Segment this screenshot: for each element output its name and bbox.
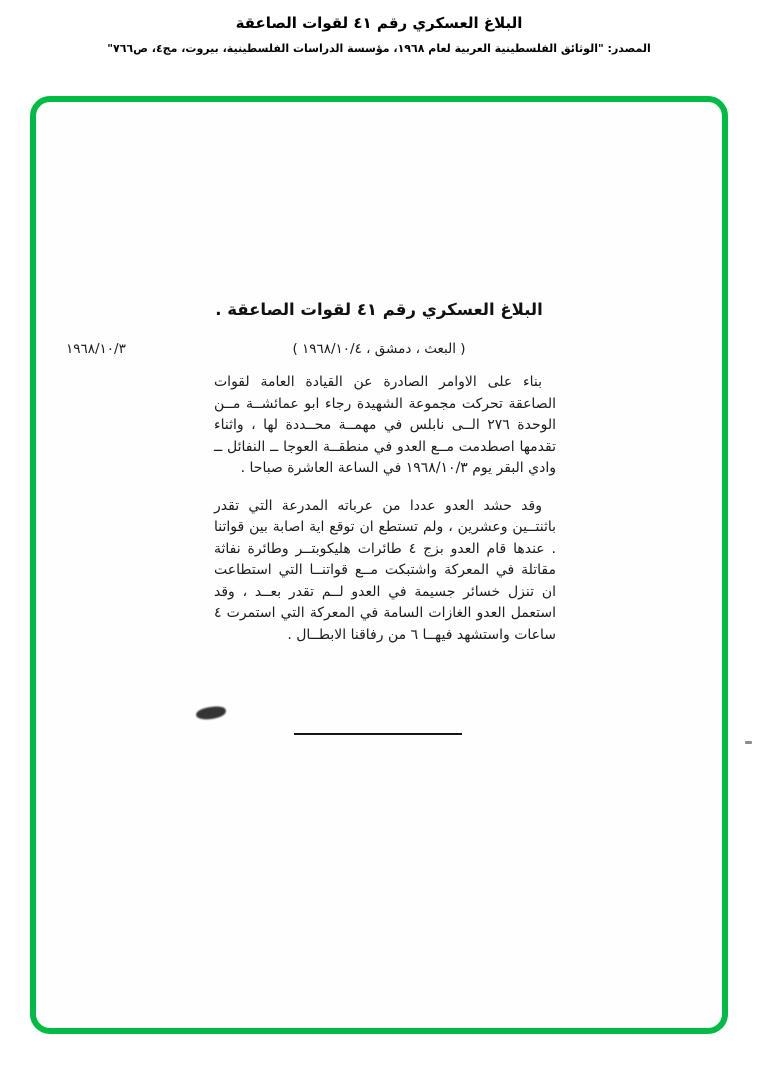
body-paragraph-2: وقد حشد العدو عددا من عرباته المدرعة التي تقدر باثنتــين وعشرين ، ولم تستطع ان توقع اية اصابة بين قواتنا . عندها قام العدو بزج ٤ طائرات هليكوبتــر وطائرة نفاثة مقاتلة في المعركة واشتبكت مــع قواتنــا التي استطاعت ان تنزل خسائر جسيمة في العدو لــم تقدر بعــد ، وقد استعمل العدو الغازات السامة في المعركة التي استمرت ٤ ساعات واستشهد فيهــا ٦ من رفاقنا الابطــال . <box>214 497 556 643</box>
dateline <box>36 341 722 357</box>
communique-body <box>214 372 556 662</box>
header-title: البلاغ العسكري رقم ٤١ لقوات الصاعقة <box>235 14 523 32</box>
header-source-citation: المصدر: "الوثائق الفلسطينية العربية لعام ١٩٦٨، مؤسسة الدراسات الفلسطينية، بيروت، مج٤، ص٧٦٦" <box>107 42 651 55</box>
body-paragraph-1: بناء على الاوامر الصادرة عن القيادة العامة لقوات الصاعقة تحركت مجموعة الشهيدة رجاء ابو عمائشــة مــن الوحدة ٢٧٦ الــى نابلس في مهمــة محــددة لها ، واثناء تقدمها اصطدمت مــع العدو في منطقــة العوجا ــ النفائل ــ وادي البقر يوم ١٩٦٨/١٠/٣ في الساعة العاشرة صباحا . <box>214 374 556 476</box>
separator-line <box>294 733 462 735</box>
communique-date: ١٩٦٨/١٠/٣ <box>66 341 126 357</box>
scan-edge-artifact <box>745 741 752 744</box>
scanned-document-frame <box>30 96 728 1034</box>
communique-title: البلاغ العسكري رقم ٤١ لقوات الصاعقة . <box>215 300 543 319</box>
page-header <box>0 14 758 55</box>
publication-citation: ( البعث ، دمشق ، ١٩٦٨/١٠/٤ ) <box>292 341 466 357</box>
ink-smudge-artifact <box>195 705 226 721</box>
